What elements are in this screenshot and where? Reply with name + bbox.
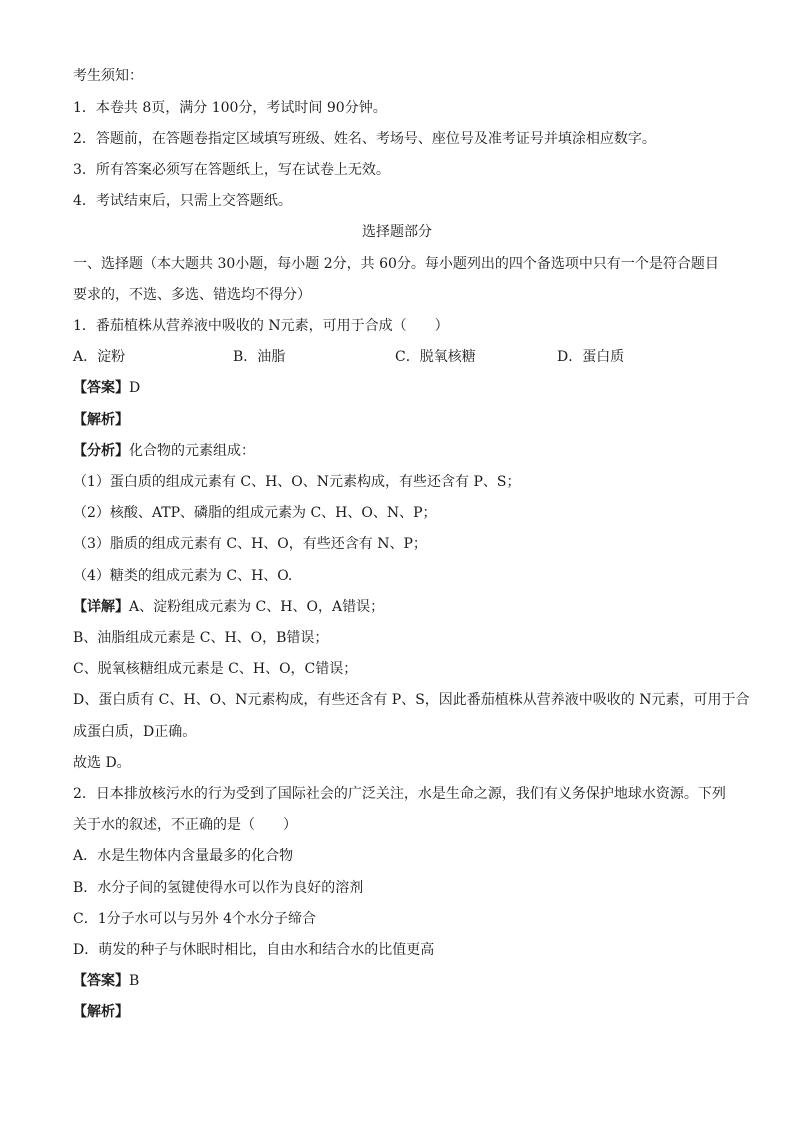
q1-analysis-tag: 【解析】: [73, 412, 129, 428]
q1-stem: 1．番茄植株从营养液中吸收的 N元素，可用于合成（ ）: [73, 318, 449, 334]
q1-point-3: （3）脂质的组成元素有 C、H、O，有些还含有 N、P；: [73, 536, 427, 552]
q1-option-a: A．淀粉: [73, 349, 126, 365]
q1-option-c: C．脱氧核糖: [395, 349, 476, 365]
q1-point-1: （1）蛋白质的组成元素有 C、H、O、N元素构成，有些还含有 P、S；: [73, 474, 521, 490]
q2-option-d: D．萌发的种子与休眠时相比，自由水和结合水的比值更高: [73, 942, 435, 958]
q1-answer: D: [129, 380, 141, 396]
q1-detail-a: A、淀粉组成元素为 C、H、O，A错误；: [129, 599, 385, 615]
answer-tag: 【答案】: [73, 973, 129, 989]
notice-item-2: 2．答题前，在答题卷指定区域填写班级、姓名、考场号、座位号及准考证号并填涂相应数字。: [73, 131, 656, 147]
q1-detail-b: B、油脂组成元素是 C、H、O，B错误；: [73, 630, 329, 646]
detail-tag: 【详解】: [73, 599, 129, 615]
q2-answer-line: [73, 971, 139, 991]
q2-stem-line-2: 关于水的叙述，不正确的是（ ）: [73, 817, 297, 833]
notice-item-1: 1．本卷共 8页，满分 100分，考试时间 90分钟。: [73, 100, 387, 116]
q2-option-b: B．水分子间的氢键使得水可以作为良好的溶剂: [73, 880, 364, 896]
q1-point-4: （4）糖类的组成元素为 C、H、O.: [73, 568, 293, 584]
notice-item-4: 4．考试结束后，只需上交答题纸。: [73, 193, 292, 209]
q2-stem-line-1: 2．日本排放核污水的行为受到了国际社会的广泛关注，水是生命之源，我们有义务保护地球水资源。下列: [73, 786, 726, 802]
q1-conclusion: 故选 D。: [73, 755, 131, 771]
q1-detail-d-line-1: D、蛋白质有 C、H、O、N元素构成，有些还含有 P、S，因此番茄植株从营养液中吸收的 N元素，可用于合: [73, 692, 750, 708]
fenxi-tag: 【分析】: [73, 443, 129, 459]
notice-title: 考生须知：: [73, 68, 143, 84]
section-title: 选择题部分: [362, 224, 432, 240]
q1-fenxi-text: 化合物的元素组成：: [129, 443, 255, 459]
q2-analysis-tag: 【解析】: [73, 1004, 129, 1020]
q1-option-b: B．油脂: [233, 349, 286, 365]
q1-detail-d-line-2: 成蛋白质，D正确。: [73, 724, 197, 740]
q1-answer-line: [73, 378, 140, 398]
answer-tag: 【答案】: [73, 380, 129, 396]
q1-option-d: D．蛋白质: [557, 349, 625, 365]
q1-detail-c: C、脱氧核糖组成元素是 C、H、O，C错误；: [73, 661, 358, 677]
notice-item-3: 3．所有答案必须写在答题纸上，写在试卷上无效。: [73, 162, 390, 178]
q2-option-a: A．水是生物体内含量最多的化合物: [73, 848, 294, 864]
part-intro-line-2: 要求的，不选、多选、错选均不得分）: [73, 287, 311, 303]
q1-detail-first: [73, 597, 384, 617]
q2-option-c: C．1分子水可以与另外 4个水分子缔合: [73, 911, 316, 927]
q1-fenxi-line: [73, 441, 255, 461]
q2-answer: B: [129, 973, 140, 989]
part-intro-line-1: 一、选择题（本大题共 30小题，每小题 2分，共 60分。每小题列出的四个备选项中只有一个是符合题目: [73, 256, 719, 272]
q1-point-2: （2）核酸、ATP、磷脂的组成元素为 C、H、O、N、P；: [73, 505, 437, 521]
